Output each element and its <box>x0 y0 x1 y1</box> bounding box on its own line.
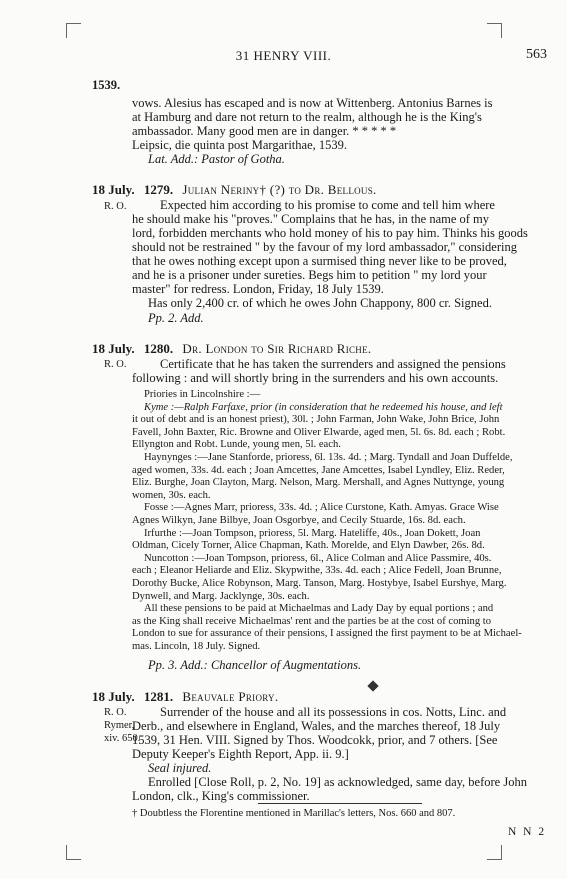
crop-mark <box>66 23 81 38</box>
entry-1280-details <box>132 389 544 653</box>
entry-1281-body <box>132 705 544 761</box>
opening-paragraph <box>132 96 544 152</box>
text-line: Nuncotton :—Joan Tompson, prioress, 6l., Alice Colman and Alice Passmire, 40s. <box>144 552 492 564</box>
text-line: Dorothy Bucke, Alice Robynson, Marg. Tanson, Marg. Hostybye, Isabel Eurshye, Marg. <box>132 577 507 589</box>
entry-1280-heading <box>92 341 371 357</box>
text-line: Leipsic, die quinta post Margarithae, 1539. <box>132 138 347 152</box>
opening-note: Lat. Add.: Pastor of Gotha. <box>148 152 285 166</box>
text-line: Kyme :—Ralph Farfaxe, prior (in consideration that he redeemed his house, and left <box>144 401 503 413</box>
text-line: that he owes nothing except upon a surmised thing never like to be proved, <box>132 254 507 268</box>
entry-number: 1281. <box>143 689 174 704</box>
signature-mark: N N 2 <box>508 826 547 838</box>
entry-1280-intro <box>132 357 544 385</box>
text-line: Fosse :—Agnes Marr, prioress, 33s. 4d. ; Alice Curstone, Kath. Amyas. Grace Wise <box>144 502 499 514</box>
text-line: Expected him according to his promise to come and tell him where <box>160 198 495 212</box>
page-number: 563 <box>526 47 547 62</box>
text-line: each ; Eleanor Heliarde and Eliz. Skypwithe, 33s. 4d. each ; Alice Fedell, Joan Brunne, <box>132 565 502 577</box>
text-line: should not be restrained " by the favour of my lord ambassador," considering <box>132 240 517 254</box>
text-line: as the King shall receive Michaelmas' rent and the parties be at the cost of coming to <box>132 615 492 627</box>
entry-1279-body <box>132 198 544 310</box>
entry-1279-heading <box>92 182 377 198</box>
text-line: Haynynges :—Jane Stanforde, prioress, 6l. 13s. 4d. ; Marg. Tyndall and Joan Duffelde, <box>144 451 513 463</box>
entry-1280-source: R. O. <box>104 359 127 370</box>
text-line: lord, forbidden merchants who hold money of his to pay him. Thinks his goods <box>132 226 528 240</box>
entry-1279-note: Pp. 2. Add. <box>148 311 204 325</box>
text-line: Favell, John Baxter, Ric. Browne and Oliver Elwarde, aged men, 5l. 6s. 8d. each ; Robt. <box>132 426 506 438</box>
text-line: mas. Lincoln, 18 July. Signed. <box>132 640 261 652</box>
entry-title: Dr. London to Sir Richard Riche. <box>182 341 372 356</box>
year-marker: 1539. <box>92 78 121 92</box>
entry-title: Beauvale Priory. <box>182 689 279 704</box>
source-line: xiv. 650. <box>104 733 141 744</box>
entry-1281-heading <box>92 689 278 705</box>
crop-mark <box>66 845 81 860</box>
text-line: women, 30s. each. <box>132 489 211 501</box>
crop-mark <box>487 845 502 860</box>
text-line: London, clk., King's commissioner. <box>132 789 310 803</box>
entry-1281-note: Seal injured. <box>148 761 212 775</box>
text-line: Agnes Wilkyn, Jane Bilbye, Joan Osgorbye, and Cecily Stuarde, 16s. 8d. each. <box>132 514 466 526</box>
text-line: Irfurthe :—Joan Tompson, prioress, 5l. Marg. Hateliffe, 40s., Joan Dokett, Joan <box>144 527 481 539</box>
text-line: 1539, 31 Hen. VIII. Signed by Thos. Woodcokk, prior, and 7 others. [See <box>132 733 498 747</box>
text-line: Dynwell, and Marg. Jacklynge, 30s. each. <box>132 590 310 602</box>
entry-date: 18 July. <box>92 689 135 704</box>
text-line: aged women, 33s. 4d. each ; Joan Amcettes, Jane Amcettes, Isabel Lyndley, Eliz. Reder, <box>132 464 505 476</box>
text-line: Has only 2,400 cr. of which he owes John Chappony, 800 cr. Signed. <box>148 296 492 310</box>
entry-1281-enrolled <box>132 775 544 803</box>
ink-mark <box>367 680 378 691</box>
entry-number: 1280. <box>143 341 174 356</box>
text-line: master" for redress. London, Friday, 18 July 1539. <box>132 282 384 296</box>
text-line: All these pensions to be paid at Michaelmas and Lady Day by equal portions ; and <box>144 603 494 615</box>
entry-date: 18 July. <box>92 341 135 356</box>
text-line: London to sue for assurance of their pensions, I assigned the first payment to be at Michael- <box>132 628 522 640</box>
text-line: vows. Alesius has escaped and is now at Wittenberg. Antonius Barnes is <box>132 96 493 110</box>
text-line: he should make his "proves." Complains that he has, in the name of my <box>132 212 490 226</box>
text-line: and he is a prisoner under sureties. Begs him to petition " my lord your <box>132 268 487 282</box>
text-line: Enrolled [Close Roll, p. 2, No. 19] as acknowledged, same day, before John <box>148 775 527 789</box>
text-line: it out of debt and is an honest priest), 30l. ; John Farman, John Wake, John Brice, John <box>132 414 500 426</box>
text-line: Priories in Lincolnshire :— <box>144 389 261 400</box>
text-line: Oldman, Cicely Torner, Alice Chapman, Kath. Morelde, and Elyn Dawber, 26s. 8d. <box>132 540 485 552</box>
text-line: Deputy Keeper's Eighth Report, App. ii. 9.] <box>132 747 349 761</box>
text-line: Surrender of the house and all its possessions in cos. Notts, Linc. and <box>160 705 507 719</box>
text-line: Derb., and elsewhere in England, Wales, and the marches thereof, 18 July <box>132 719 501 733</box>
entry-number: 1279. <box>143 182 174 197</box>
footnote: † Doubtless the Florentine mentioned in Marillac's letters, Nos. 660 and 807. <box>132 808 456 819</box>
entry-1280-note: Pp. 3. Add.: Chancellor of Augmentations. <box>148 658 362 672</box>
text-line: following : and will shortly bring in the surrenders and his own accounts. <box>132 371 499 385</box>
entry-date: 18 July. <box>92 182 135 197</box>
text-line: Eliz. Burghe, Joan Clayton, Marg. Nelson, Marg. Mershall, and Agnes Nuttynge, young <box>132 477 505 489</box>
text-line: ambassador. Many good men are in danger. * * * * * <box>132 124 397 138</box>
entry-title: Julian Neriny† (?) to Dr. Bellous. <box>182 182 377 197</box>
entry-1279-source: R. O. <box>104 201 127 212</box>
text-line: Ellyngton and Robt. Lunde, young men, 5l. each. <box>132 439 341 451</box>
text-line: at Hamburg and dare not return to the realm, although he is the King's <box>132 110 482 124</box>
source-line: R. O. <box>104 707 127 718</box>
source-line: Rymer, <box>104 720 135 731</box>
running-header: 31 HENRY VIII. <box>235 48 332 63</box>
footnote-rule <box>258 803 422 804</box>
text-line: Certificate that he has taken the surrenders and assigned the pensions <box>160 357 506 371</box>
crop-mark <box>487 23 502 38</box>
